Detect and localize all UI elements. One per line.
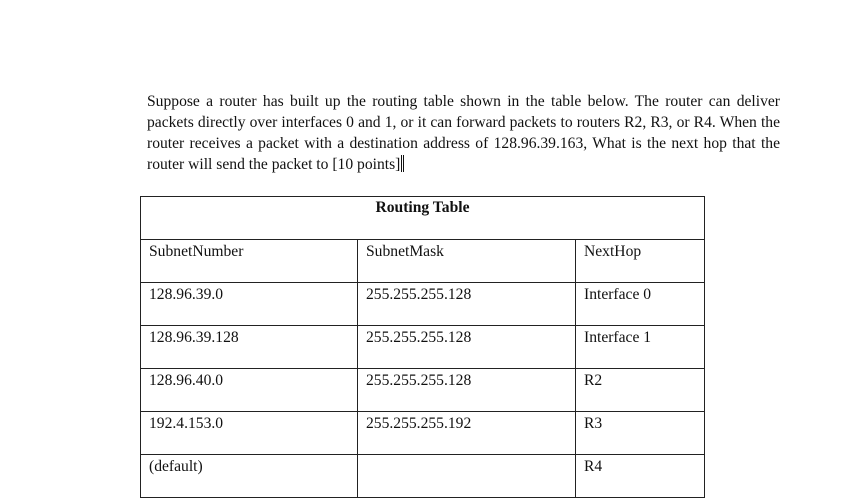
- table-row: [141, 412, 705, 455]
- header-subnet-number: SubnetNumber: [141, 240, 358, 283]
- header-next-hop: NextHop: [576, 240, 705, 283]
- table-row: [141, 455, 705, 498]
- table-header-row: [141, 240, 705, 283]
- text-cursor: [401, 155, 404, 172]
- cell-next-hop: Interface 0: [576, 283, 705, 326]
- table-row: [141, 369, 705, 412]
- cell-subnet-mask: 255.255.255.192: [358, 412, 576, 455]
- cell-subnet-number: 192.4.153.0: [141, 412, 358, 455]
- table-row: [141, 283, 705, 326]
- cell-next-hop: R3: [576, 412, 705, 455]
- question-text: Suppose a router has built up the routing table shown in the table below. The router can deliver packets directly over interfaces 0 and 1, or it can forward packets to routers R2, R3, or R4. When the router receives a packet with a destination address of 128.96.39.163, What is the next hop that the router will send the packet to [10 points]: [147, 93, 780, 173]
- header-subnet-mask: SubnetMask: [358, 240, 576, 283]
- cell-subnet-mask: 255.255.255.128: [358, 326, 576, 369]
- cell-subnet-number: (default): [141, 455, 358, 498]
- cell-next-hop: R2: [576, 369, 705, 412]
- table-row: [141, 326, 705, 369]
- cell-subnet-number: 128.96.40.0: [141, 369, 358, 412]
- cell-next-hop: R4: [576, 455, 705, 498]
- table-title-row: [141, 197, 705, 240]
- cell-subnet-mask: 255.255.255.128: [358, 369, 576, 412]
- question-paragraph: [147, 91, 780, 175]
- cell-subnet-mask: 255.255.255.128: [358, 283, 576, 326]
- table-title: Routing Table: [141, 197, 705, 240]
- cell-subnet-mask: [358, 455, 576, 498]
- cell-subnet-number: 128.96.39.128: [141, 326, 358, 369]
- cell-next-hop: Interface 1: [576, 326, 705, 369]
- routing-table: [140, 196, 705, 498]
- cell-subnet-number: 128.96.39.0: [141, 283, 358, 326]
